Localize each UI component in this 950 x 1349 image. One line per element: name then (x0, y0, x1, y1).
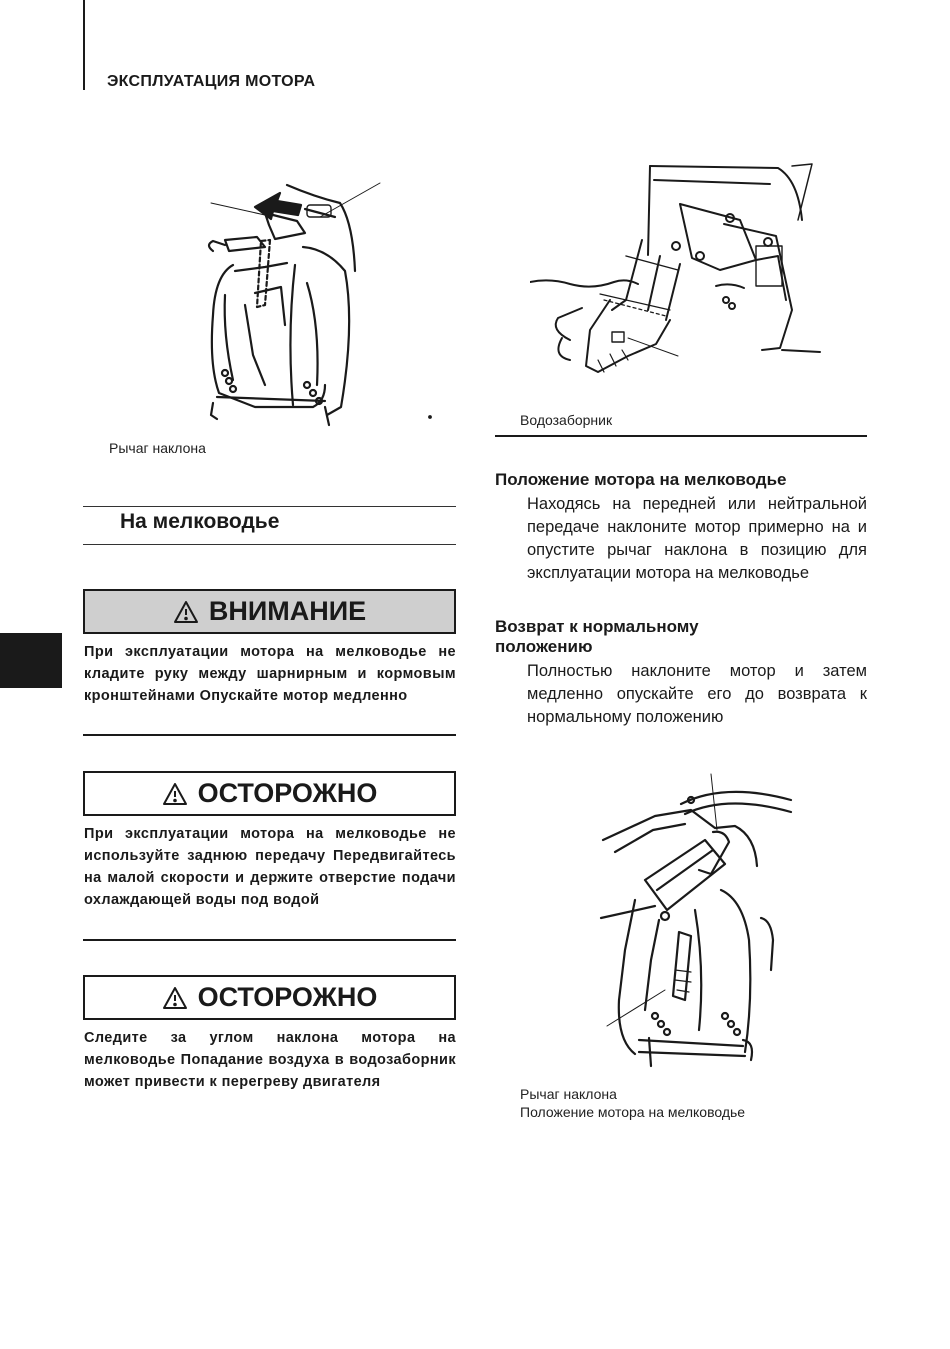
notice-label: ВНИМАНИЕ (208, 596, 367, 626)
figure-2-caption: Водозаборник (520, 412, 613, 428)
right-heading-shallow: Положение мотора на мелководье (495, 470, 787, 489)
section-bottom-rule (83, 544, 456, 545)
figure-1-caption: Рычаг наклона (109, 440, 206, 456)
section-title: На мелководье (120, 510, 280, 533)
notice-text: При эксплуатации мотора на мелководье не кладите руку между шарнирным и кормовым кронштейнами Опускайте мотор медленно (84, 644, 456, 704)
caution-2-label: ОСТОРОЖНО (197, 982, 378, 1012)
caution-2-label-box (83, 975, 456, 1020)
caution-2-text: Следите за углом наклона мотора на мелководье Попадание воздуха в водозаборник может привести к перегреву двигателя (84, 1030, 456, 1090)
warning-triangle-icon (162, 782, 188, 806)
caution-1-text: При эксплуатации мотора на мелководье не используйте заднюю передачу Передвигайтесь на малой скорости и держите отверстие подачи охлаждающей воды под водой (84, 826, 456, 908)
shallow-position-lever-illustration (595, 770, 795, 1070)
header-vertical-rule (83, 0, 85, 90)
page-header-title: ЭКСПЛУАТАЦИЯ МОТОРА (107, 73, 316, 90)
tilt-lever-illustration (195, 175, 445, 435)
figure-2-bottom-rule (495, 435, 867, 437)
notice-label-box (83, 589, 456, 634)
warning-triangle-icon (173, 600, 199, 624)
right-paragraph-return: Полностью наклоните мотор и затем медленно опускайте его до возврата к нормальному положению (527, 662, 867, 726)
chapter-tab-marker (0, 633, 62, 688)
figure-3-caption-position: Положение мотора на мелководье (520, 1104, 746, 1120)
notice-bottom-rule (83, 734, 456, 736)
warning-triangle-icon (162, 986, 188, 1010)
right-heading-return: Возврат к нормальному положению (495, 617, 699, 656)
caution-1-label-box (83, 771, 456, 816)
right-paragraph-shallow: Находясь на передней или нейтральной передаче наклоните мотор примерно на и опустите рычаг наклона в позицию для эксплуатации мотора на мелководье (527, 495, 867, 582)
caution-1-bottom-rule (83, 939, 456, 941)
figure-3-caption-lever: Рычаг наклона (520, 1086, 617, 1102)
water-intake-illustration (530, 160, 840, 390)
caution-1-label: ОСТОРОЖНО (197, 778, 378, 808)
section-top-rule (83, 506, 456, 507)
